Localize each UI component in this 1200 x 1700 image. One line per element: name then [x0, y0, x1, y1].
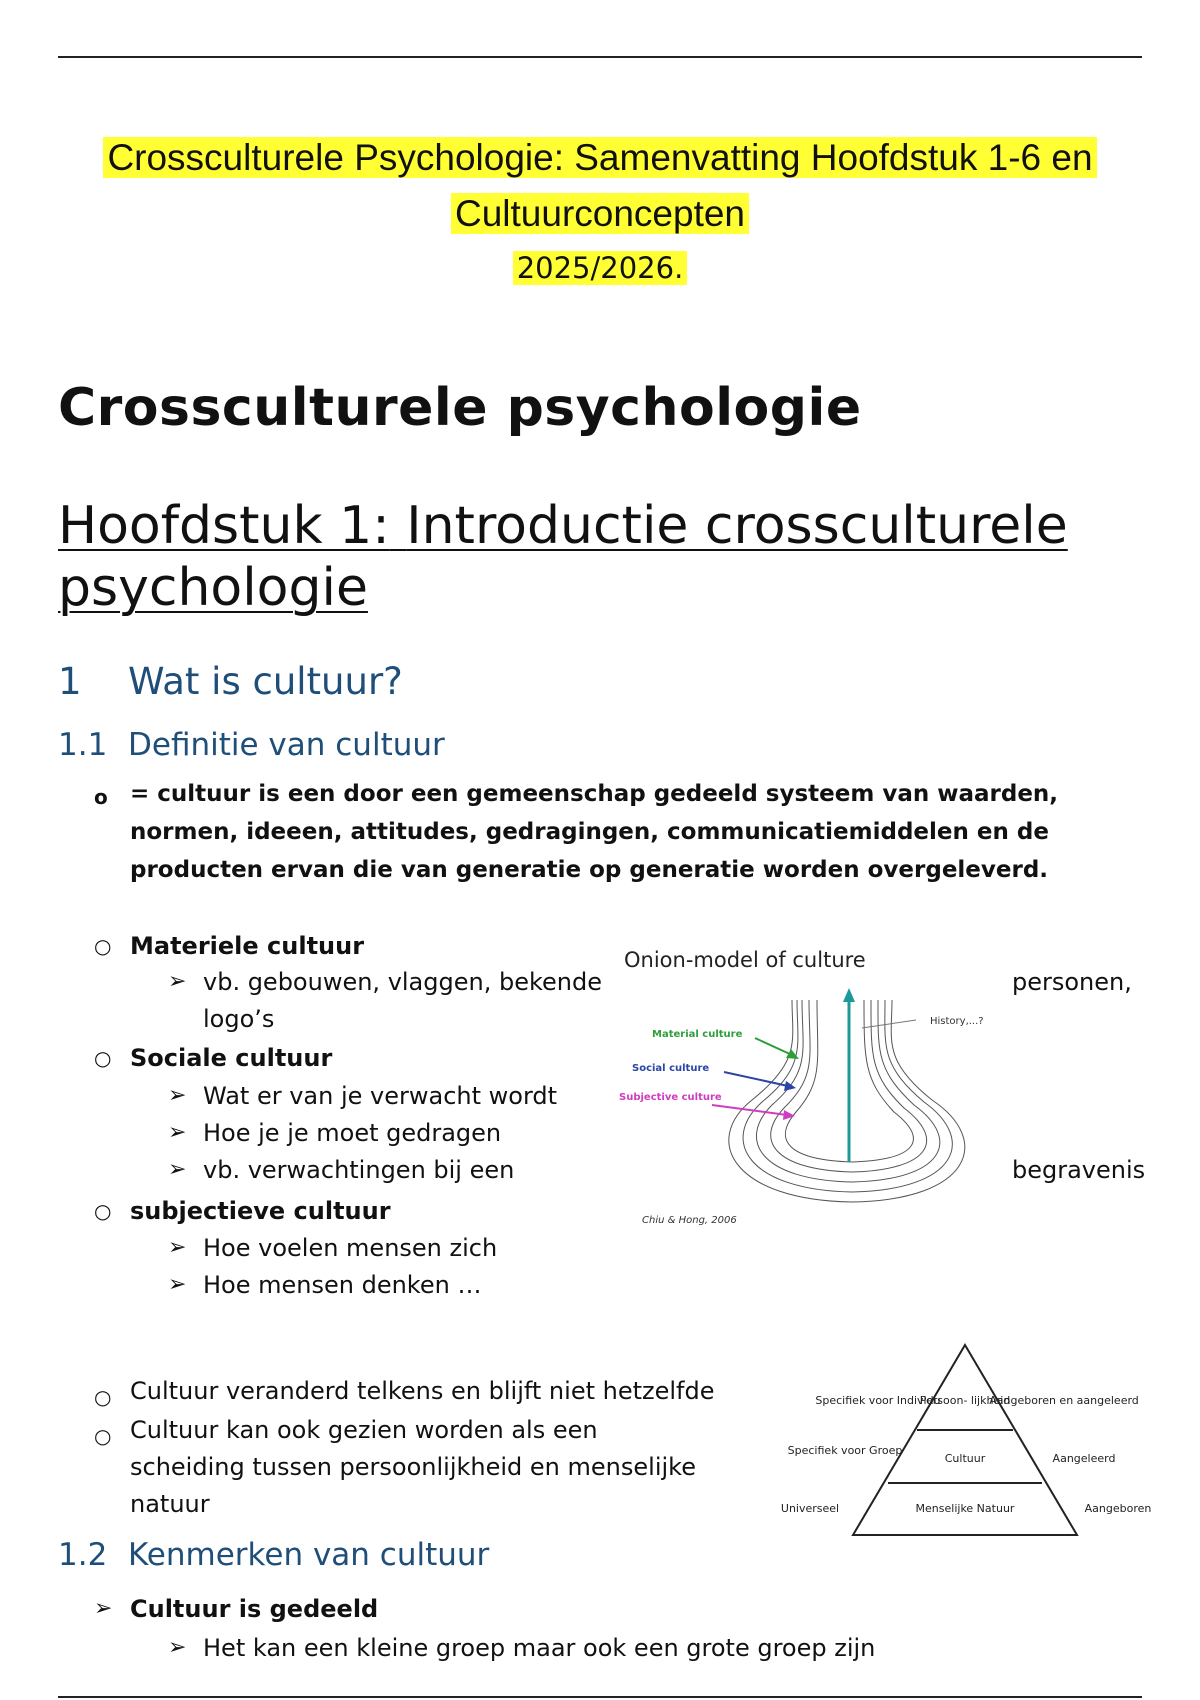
materiele-item-a: vb. gebouwen, vlaggen, bekende — [203, 968, 602, 996]
figure-source: Chiu & Hong, 2006 — [642, 1215, 737, 1226]
materiele-item-c: logo’s — [203, 1005, 275, 1033]
arrow-bullet-icon: ➢ — [168, 1235, 187, 1260]
chapter-title: Introductie crossculturele psychologie — [58, 496, 1068, 618]
subjective-label: Subjective culture — [619, 1092, 722, 1103]
arrow-bullet-icon: ➢ — [168, 969, 187, 994]
title-line-1: Crossculturele Psychologie: Samenvatting Hoofdstuk 1-6 en — [103, 137, 1096, 178]
material-label: Material culture — [652, 1029, 743, 1040]
extra-item-2: Cultuur kan ook gezien worden als een scheiding tussen persoonlijkheid en menselijke natuur — [130, 1416, 696, 1518]
social-label: Social culture — [632, 1063, 710, 1074]
section-1-2-heading — [58, 1537, 489, 1573]
pyramid-left-top: Specifiek voor Individu — [815, 1394, 941, 1407]
pyramid-figure — [770, 1340, 1160, 1540]
onion-title: Onion-model of culture — [624, 948, 866, 972]
sociale-title: Sociale cultuur — [130, 1044, 333, 1072]
arrow-bullet-icon: ➢ — [168, 1635, 187, 1660]
section-1-1-heading — [58, 727, 445, 763]
main-heading: Crossculturele psychologie — [58, 378, 862, 438]
subjectieve-title: subjectieve cultuur — [130, 1197, 391, 1225]
chapter-label: Hoofdstuk 1: — [58, 496, 390, 556]
bullet-circle: ○ — [94, 934, 112, 958]
extra-item-1: Cultuur veranderd telkens en blijft niet hetzelfde — [130, 1377, 715, 1405]
onion-model-figure — [612, 940, 1002, 1230]
pyramid-left-bottom: Universeel — [780, 1502, 840, 1515]
bullet-circle: o — [94, 785, 108, 809]
arrow-bullet-icon: ➢ — [168, 1157, 187, 1182]
sociale-item-3b: begravenis — [1012, 1156, 1146, 1184]
section-1-2-number: 1.2 — [58, 1537, 108, 1573]
definition-text: = cultuur is een door een gemeenschap gedeeld systeem van waarden, normen, ideeen, attitudes, gedragingen, communicatiemiddelen en de producten ervan die van generatie op generatie worden overgeleverd. — [130, 781, 1059, 883]
bottom-rule — [58, 1696, 1142, 1698]
history-label: History,...? — [930, 1016, 984, 1027]
pyramid-top-label: Persoon- lijkheid — [919, 1394, 1011, 1407]
pyramid-right-middle: Aangeleerd — [1052, 1452, 1116, 1465]
arrow-head-icon — [843, 988, 855, 1002]
arrow-bullet-icon: ➢ — [168, 1272, 187, 1297]
bullet-circle: ○ — [94, 1424, 112, 1448]
arrow-head-icon — [784, 1081, 796, 1091]
arrow-bullet-icon: ➢ — [168, 1083, 187, 1108]
bullet-circle: ○ — [94, 1199, 112, 1223]
materiele-item-b: personen, — [1012, 968, 1132, 996]
arrow-bullet-icon: ➢ — [168, 1120, 187, 1145]
bullet-circle: ○ — [94, 1385, 112, 1409]
kenmerk-item-1-sub: Het kan een kleine groep maar ook een grote groep zijn — [203, 1634, 876, 1662]
section-1-number: 1 — [58, 660, 82, 703]
subjective-arrow — [712, 1105, 787, 1115]
sociale-item-3a: vb. verwachtingen bij een — [203, 1156, 515, 1184]
section-1-1-number: 1.1 — [58, 727, 108, 763]
kenmerk-item-1: Cultuur is gedeeld — [130, 1595, 379, 1623]
history-pointer — [862, 1020, 916, 1028]
pyramid-left-middle: Specifiek voor Groep — [787, 1444, 903, 1457]
pyramid-right-top: Aangeboren en aangeleerd — [989, 1394, 1139, 1407]
section-1-1-title: Definitie van cultuur — [128, 727, 445, 763]
title-line-2: Cultuurconcepten — [451, 193, 749, 234]
materiele-title: Materiele cultuur — [130, 932, 365, 960]
document-title — [0, 130, 1200, 294]
sociale-item-2: Hoe je je moet gedragen — [203, 1119, 502, 1147]
top-rule — [58, 56, 1142, 58]
pyramid-middle-label: Cultuur — [944, 1452, 986, 1465]
material-arrow — [755, 1038, 792, 1055]
arrow-bullet-icon: ➢ — [94, 1596, 113, 1621]
sociale-item-1: Wat er van je verwacht wordt — [203, 1082, 558, 1110]
chapter-heading — [58, 495, 1158, 619]
pyramid-right-bottom: Aangeboren — [1084, 1502, 1152, 1515]
section-1-heading — [58, 660, 403, 703]
subjectieve-item-1: Hoe voelen mensen zich — [203, 1234, 498, 1262]
subjectieve-item-2: Hoe mensen denken … — [203, 1271, 482, 1299]
title-year: 2025/2026. — [513, 251, 688, 285]
pyramid-bottom-label: Menselijke Natuur — [915, 1502, 1015, 1515]
section-1-title: Wat is cultuur? — [128, 660, 403, 703]
bullet-circle: ○ — [94, 1046, 112, 1070]
section-1-2-title: Kenmerken van cultuur — [128, 1537, 490, 1573]
